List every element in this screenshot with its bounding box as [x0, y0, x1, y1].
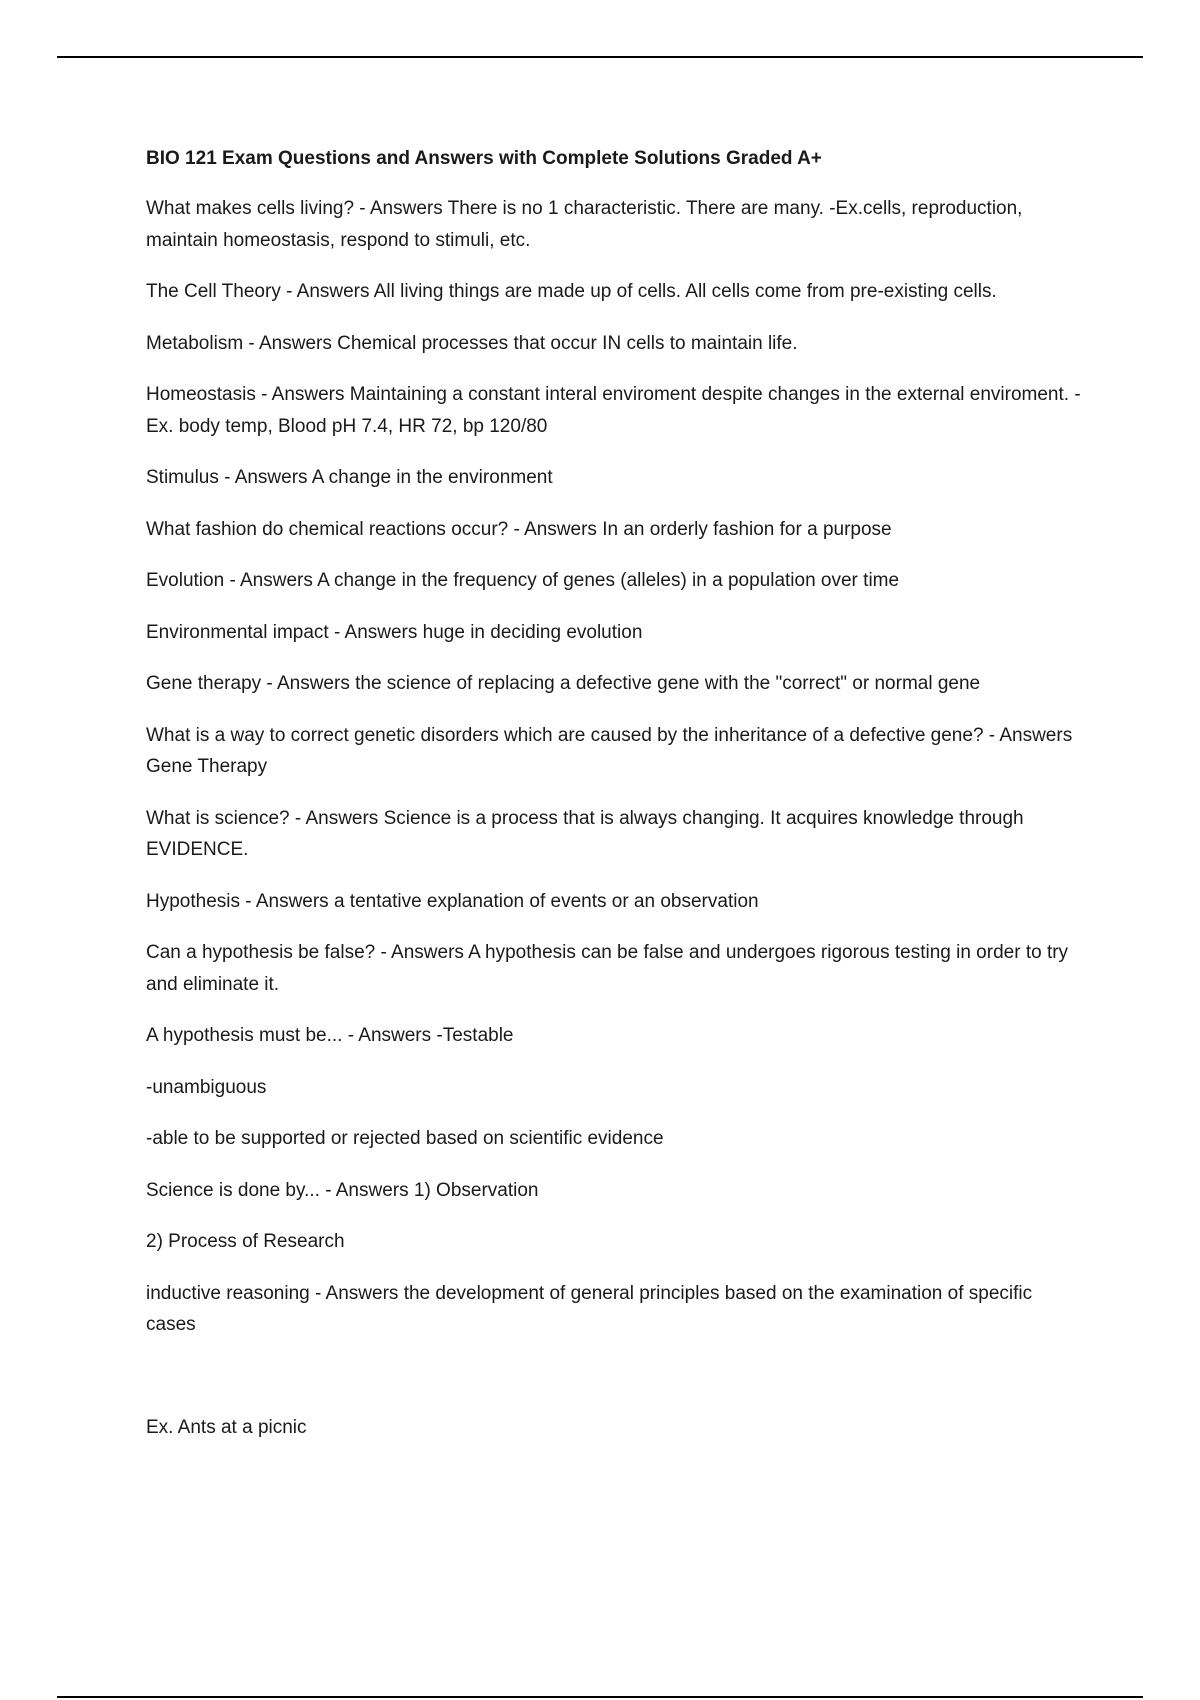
qa-paragraph: A hypothesis must be... - Answers -Testable: [146, 1025, 514, 1046]
document-title: BIO 121 Exam Questions and Answers with Complete Solutions Graded A+: [146, 148, 822, 169]
qa-paragraph: Can a hypothesis be false? - Answers A hypothesis can be false and undergoes rigorous testing in order to try and eliminate it.: [146, 942, 1074, 995]
document-body: [146, 145, 1086, 1463]
qa-paragraph: Metabolism - Answers Chemical processes that occur IN cells to maintain life.: [146, 332, 798, 354]
qa-paragraph: Ex. Ants at a picnic: [146, 1416, 307, 1438]
qa-paragraph: inductive reasoning - Answers the development of general principles based on the examination of specific cases: [146, 1282, 1038, 1335]
qa-paragraph: -able to be supported or rejected based on scientific evidence: [146, 1128, 664, 1149]
header-rule: [57, 56, 1143, 58]
qa-paragraph: What is science? - Answers Science is a process that is always changing. It acquires knowledge through EVIDENCE.: [146, 807, 1029, 860]
qa-paragraph: -unambiguous: [146, 1076, 267, 1098]
qa-paragraph: What is a way to correct genetic disorders which are caused by the inheritance of a defective gene? - Answers Gene Therapy: [146, 724, 1078, 777]
qa-paragraph: Science is done by... - Answers 1) Observation: [146, 1179, 539, 1201]
qa-paragraph: 2) Process of Research: [146, 1231, 345, 1252]
qa-paragraph: The Cell Theory - Answers All living things are made up of cells. All cells come from pre-existing cells.: [146, 281, 997, 302]
qa-paragraph: What makes cells living? - Answers There is no 1 characteristic. There are many. -Ex.cells, reproduction, maintain homeostasis, respond to stimuli, etc.: [146, 198, 1028, 251]
qa-paragraph: Evolution - Answers A change in the frequency of genes (alleles) in a population over time: [146, 570, 900, 591]
qa-paragraph: Gene therapy - Answers the science of replacing a defective gene with the "correct" or normal gene: [146, 673, 981, 694]
qa-paragraph: Homeostasis - Answers Maintaining a constant interal enviroment despite changes in the external enviroment. -Ex. body temp, Blood pH 7.4, HR 72, bp 120/80: [146, 384, 1081, 437]
qa-paragraph: Stimulus - Answers A change in the environment: [146, 467, 553, 488]
footer-rule: [57, 1696, 1143, 1698]
qa-paragraph: Hypothesis - Answers a tentative explanation of events or an observation: [146, 890, 759, 912]
qa-paragraph: Environmental impact - Answers huge in deciding evolution: [146, 621, 643, 643]
qa-paragraph: What fashion do chemical reactions occur? - Answers In an orderly fashion for a purpose: [146, 518, 892, 540]
